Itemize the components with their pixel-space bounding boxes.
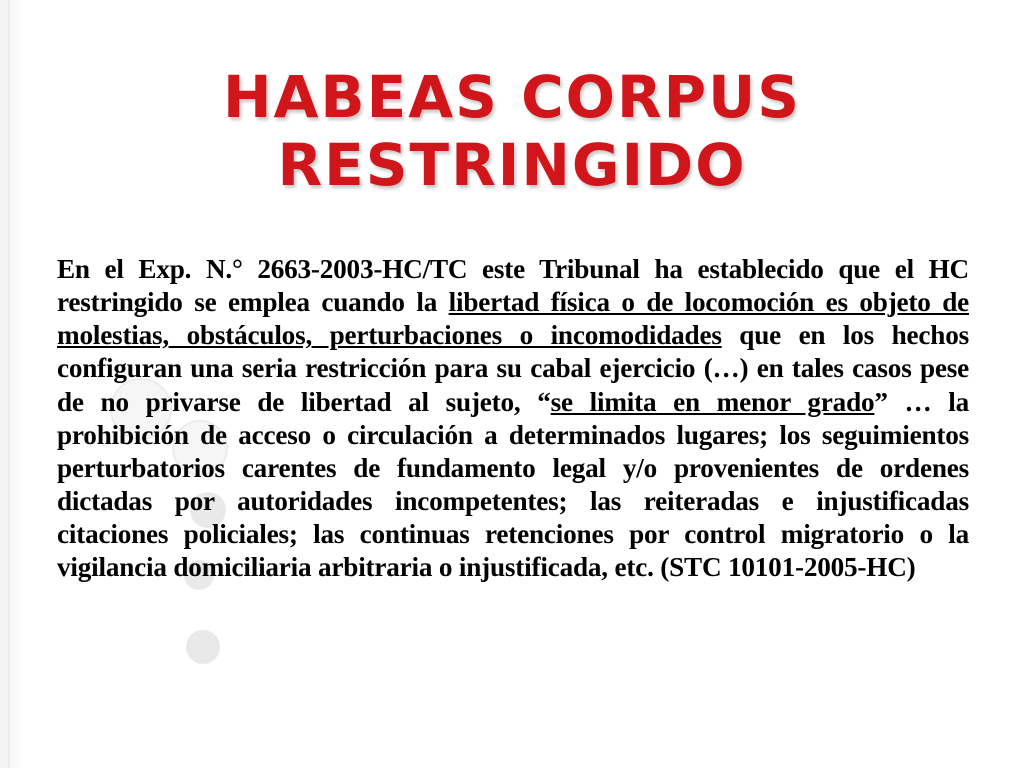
slide-title — [0, 63, 1024, 199]
paragraph-text: que en los hechos configuran una seria restricción para su cabal ejercicio (…) en tales casos pese de no privarse de libertad al sujeto, “ — [57, 320, 969, 417]
underlined-text: libertad física o de locomoción es objeto de molestias, obstáculos, perturbaciones o incomodidades — [57, 287, 969, 351]
background-dot — [186, 630, 220, 664]
title-line-2: RESTRINGIDO — [277, 130, 747, 199]
body-paragraph — [57, 253, 969, 584]
title-line-1: HABEAS CORPUS — [222, 62, 802, 131]
underlined-text: se limita en menor grado — [550, 386, 875, 417]
paragraph-text: ” … la prohibición de acceso o circulación a determinados lugares; los seguimientos perturbatorios carentes de fundamento legal y/o provenientes de ordenes dictadas por autoridades incompetentes; las reiteradas e injustificadas citaciones policiales; las continuas retenciones por control migratorio o la vigilancia domiciliaria arbitraria o injustificada, etc. (STC 10101-2005-HC) — [57, 386, 969, 583]
paragraph-text: En el Exp. N.° 2663-2003-HC/TC este Tribunal ha establecido que el HC restringido se emplea cuando la — [57, 254, 969, 318]
